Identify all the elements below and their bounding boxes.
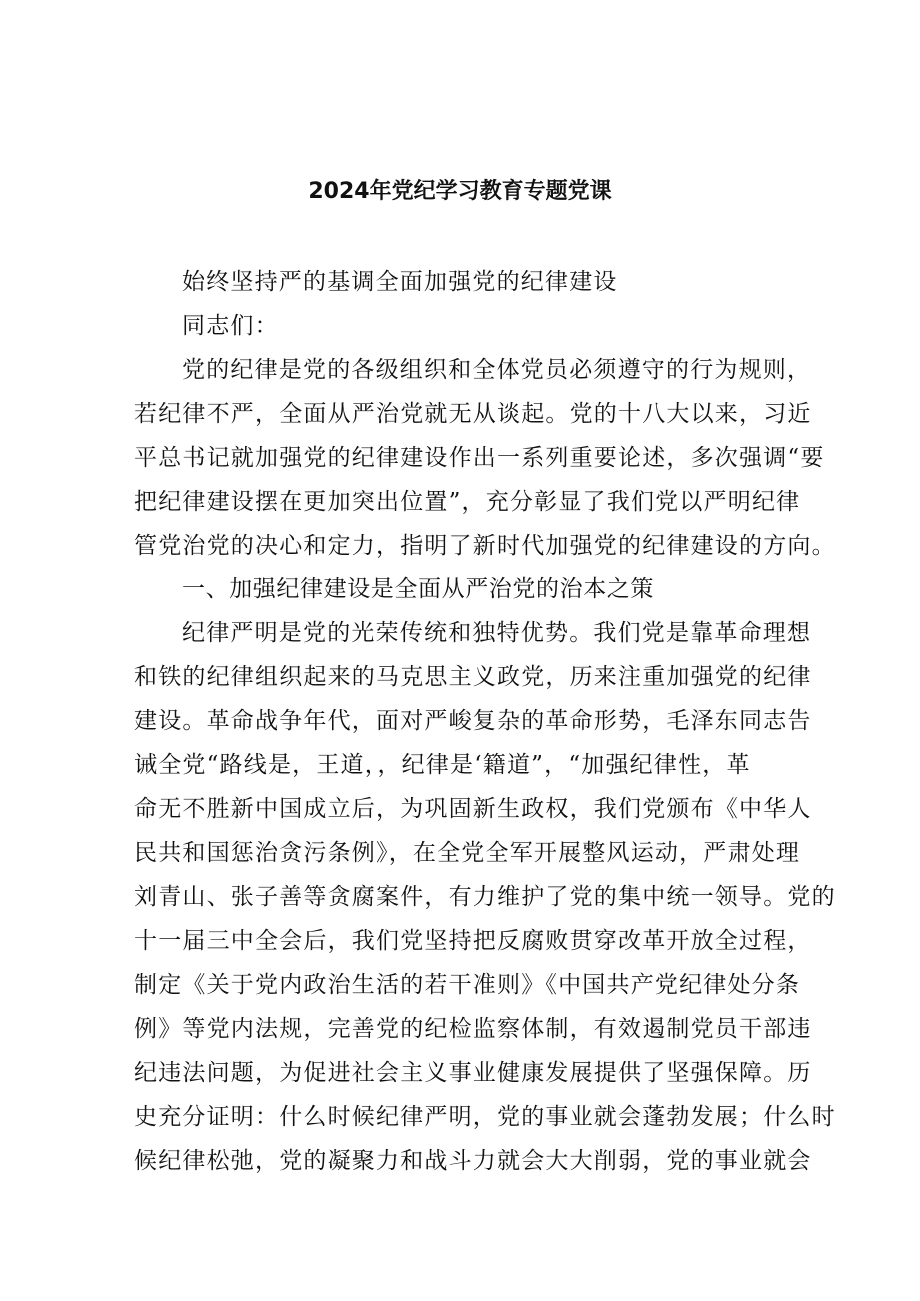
- paragraph-line: 纪违法问题，为促进社会主义事业健康发展提供了坚强保障。历: [134, 1060, 812, 1086]
- paragraph-line: 若纪律不严，全面从严治党就无从谈起。党的十八大以来，习近: [134, 401, 812, 427]
- paragraph-line: 民共和国惩治贪污条例》，在全党全军开展整风运动，严肃处理: [134, 840, 801, 866]
- paragraph-line: 建设。革命战争年代，面对严峻复杂的革命形势，毛泽东同志告: [134, 708, 812, 734]
- paragraph-line: 诫全党“路线是，王道，，纪律是‘籍道”，“加强纪律性，革: [134, 752, 751, 778]
- section-heading-1: 一、加强纪律建设是全面从严治党的治本之策: [182, 576, 654, 602]
- paragraph-line: 史充分证明：什么时候纪律严明，党的事业就会蓬勃发展；什么时: [134, 1104, 836, 1130]
- paragraph-line: 纪律严明是党的光荣传统和独特优势。我们党是靠革命理想: [182, 620, 812, 646]
- paragraph-line: 候纪律松弛，党的凝聚力和战斗力就会大大削弱，党的事业就会: [134, 1148, 812, 1174]
- paragraph-line: 管党治党的决心和定力，指明了新时代加强党的纪律建设的方向。: [134, 533, 836, 559]
- paragraph-line: 十一届三中全会后，我们党坚持把反腐败贯穿改革开放全过程，: [134, 928, 812, 954]
- paragraph-line: 例》等党内法规，完善党的纪检监察体制，有效遏制党员干部违: [134, 1016, 812, 1042]
- paragraph-line: 和铁的纪律组织起来的马克思主义政党，历来注重加强党的纪律: [134, 664, 812, 690]
- document-title: 2024年党纪学习教育专题党课: [308, 179, 612, 204]
- paragraph-line: 平总书记就加强党的纪律建设作出一系列重要论述，多次强调“要: [134, 445, 825, 471]
- paragraph-line: 命无不胜新中国成立后，为巩固新生政权，我们党颁布《中华人: [134, 796, 812, 822]
- salutation: 同志们：: [182, 313, 279, 339]
- document-subtitle: 始终坚持严的基调全面加强党的纪律建设: [182, 269, 618, 295]
- paragraph-line: 把纪律建设摆在更加突出位置”，充分彰显了我们党以严明纪律: [134, 489, 801, 515]
- paragraph-line: 制定《关于党内政治生活的若干准则》《中国共产党纪律处分条: [134, 972, 801, 998]
- paragraph-line: 党的纪律是党的各级组织和全体党员必须遵守的行为规则，: [182, 357, 812, 383]
- paragraph-line: 刘青山、张子善等贪腐案件，有力维护了党的集中统一领导。党的: [134, 884, 836, 910]
